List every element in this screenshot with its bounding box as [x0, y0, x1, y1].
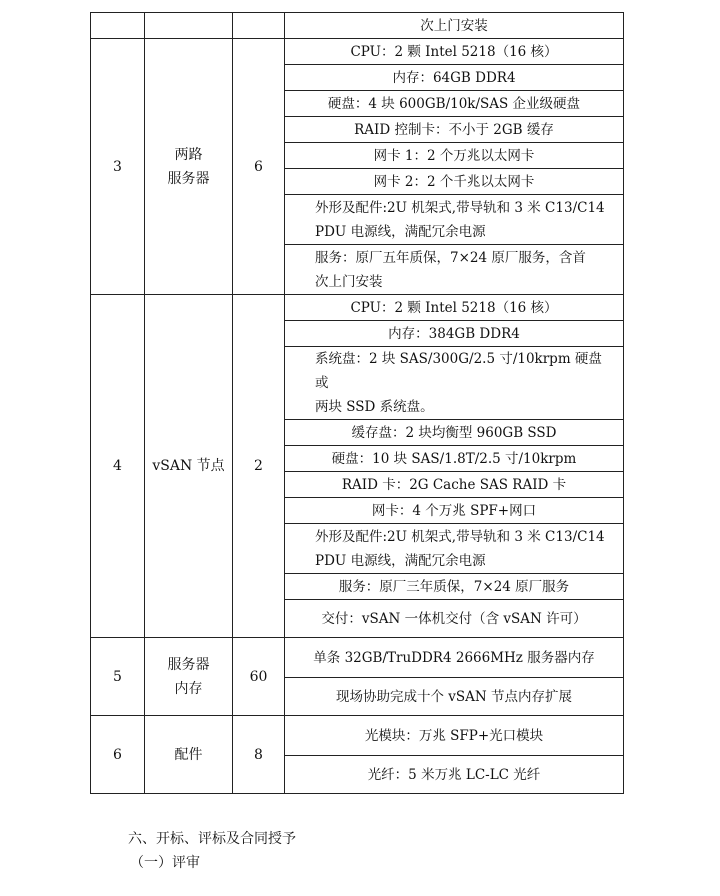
item-quantity: 8: [233, 716, 285, 794]
item-name-line: 内存: [174, 680, 203, 697]
spec-cell: 服务：原厂三年质保，7×24 原厂服务: [285, 574, 624, 600]
subsection-heading: （一）评审: [130, 855, 200, 871]
item-name-line: 服务器: [167, 656, 210, 673]
spec-cell: 网卡 1：2 个万兆以太网卡: [285, 143, 624, 169]
item-quantity: 6: [233, 39, 285, 295]
item-index: 3: [91, 39, 145, 295]
spec-cell: [285, 245, 624, 295]
item-index: 6: [91, 716, 145, 794]
spec-line: 外形及配件:2U 机架式,带导轨和 3 米 C13/C14: [315, 528, 605, 545]
item-index: 4: [91, 295, 145, 638]
item-name: [145, 638, 233, 716]
spec-cell: 内存：64GB DDR4: [285, 65, 624, 91]
spec-line: 两块 SSD 系统盘。: [315, 399, 434, 415]
item-name-line: vSAN 节点: [152, 458, 225, 474]
spec-line: 服务：原厂五年质保，7×24 原厂服务，含首: [315, 249, 586, 266]
table-row: [91, 39, 624, 65]
spec-cell: RAID 控制卡：不小于 2GB 缓存: [285, 117, 624, 143]
empty-cell: [145, 13, 233, 39]
spec-table: [90, 12, 624, 794]
table-row: [91, 716, 624, 756]
empty-cell: [91, 13, 145, 39]
table-row: [91, 295, 624, 321]
spec-cell: CPU：2 颗 Intel 5218（16 核）: [285, 39, 624, 65]
item-name-line: 两路: [174, 146, 203, 163]
empty-cell: [233, 13, 285, 39]
spec-cell: 内存：384GB DDR4: [285, 321, 624, 347]
table-row: [91, 638, 624, 678]
spec-cell: 次上门安装: [285, 13, 624, 39]
spec-line: 外形及配件:2U 机架式,带导轨和 3 米 C13/C14: [315, 199, 605, 216]
spec-cell: 光纤：5 米万兆 LC-LC 光纤: [285, 756, 624, 794]
spec-cell: 现场协助完成十个 vSAN 节点内存扩展: [285, 678, 624, 716]
spec-cell: 交付：vSAN 一体机交付（含 vSAN 许可）: [285, 600, 624, 638]
spec-line: PDU 电源线，满配冗余电源: [315, 223, 486, 240]
spec-cell: CPU：2 颗 Intel 5218（16 核）: [285, 295, 624, 321]
spec-cell: 硬盘：10 块 SAS/1.8T/2.5 寸/10krpm: [285, 446, 624, 472]
spec-line: 次上门安装: [315, 273, 383, 290]
spec-line: 系统盘：2 块 SAS/300G/2.5 寸/10krpm 硬盘或: [315, 351, 602, 391]
spec-cell: 单条 32GB/TruDDR4 2666MHz 服务器内存: [285, 638, 624, 678]
item-name-line: 配件: [174, 746, 203, 763]
spec-cell: 网卡 2：2 个千兆以太网卡: [285, 169, 624, 195]
spec-line: PDU 电源线，满配冗余电源: [315, 552, 486, 569]
spec-cell: 缓存盘：2 块均衡型 960GB SSD: [285, 420, 624, 446]
item-name: [145, 716, 233, 794]
spec-cell: 硬盘：4 块 600GB/10k/SAS 企业级硬盘: [285, 91, 624, 117]
spec-cell: [285, 347, 624, 420]
spec-table-body: [91, 13, 624, 794]
item-index: 5: [91, 638, 145, 716]
item-quantity: 60: [233, 638, 285, 716]
spec-cell: 网卡：4 个万兆 SPF+网口: [285, 498, 624, 524]
spec-cell: [285, 524, 624, 574]
spec-cell: [285, 195, 624, 245]
spec-cell: 光模块：万兆 SFP+光口模块: [285, 716, 624, 756]
table-row: [91, 13, 624, 39]
item-name: [145, 295, 233, 638]
item-quantity: 2: [233, 295, 285, 638]
section-heading: 六、开标、评标及合同授予: [128, 831, 296, 847]
item-name-line: 服务器: [167, 170, 210, 187]
spec-cell: RAID 卡：2G Cache SAS RAID 卡: [285, 472, 624, 498]
item-name: [145, 39, 233, 295]
